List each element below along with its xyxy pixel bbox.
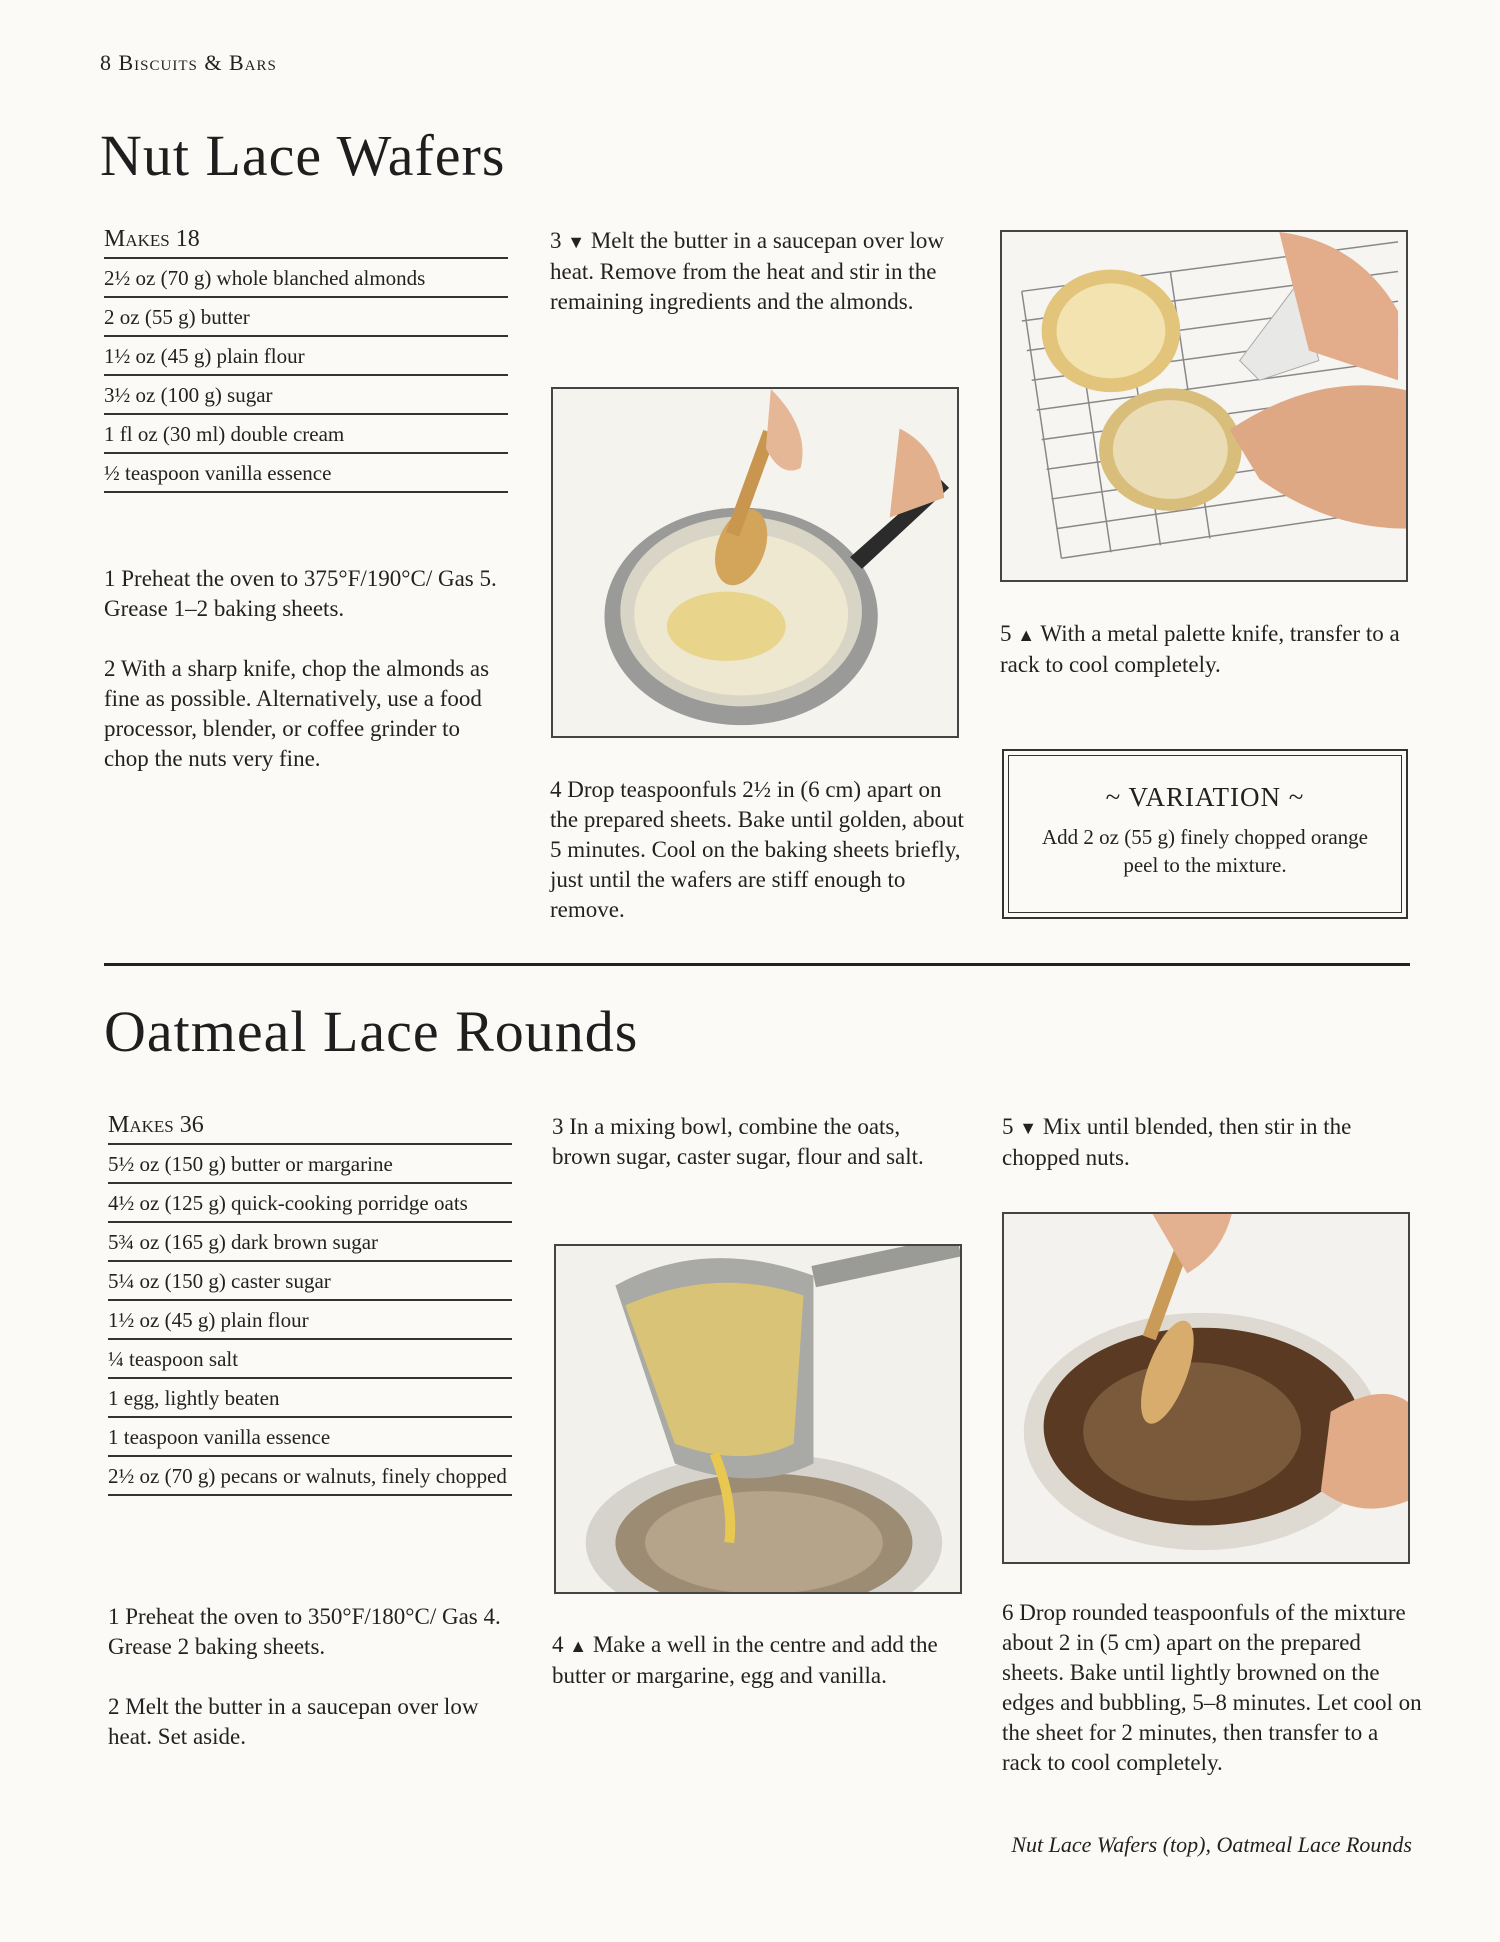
ingredient-item: 5¾ oz (165 g) dark brown sugar (108, 1223, 512, 1262)
variation-title: ~ VARIATION ~ (1105, 782, 1305, 812)
photo-saucepan-mixture (551, 387, 959, 738)
oat-step-4 (552, 1630, 972, 1691)
step-text: Mix until blended, then stir in the chopped nuts. (1002, 1114, 1352, 1170)
step-number: 5 (1000, 621, 1012, 646)
ingredient-item: 3½ oz (100 g) sugar (104, 376, 508, 415)
ingredient-list (104, 259, 508, 493)
ingredient-item: 1 fl oz (30 ml) double cream (104, 415, 508, 454)
ingredient-item: 1½ oz (45 g) plain flour (108, 1301, 512, 1340)
arrow-down-icon: ▼ (567, 232, 586, 252)
variation-box (1002, 749, 1408, 919)
oat-step-1: 1 Preheat the oven to 350°F/180°C/ Gas 4. Grease 2 baking sheets. (108, 1604, 501, 1659)
nut-step-3 (550, 226, 960, 317)
nut-step-5 (1000, 619, 1410, 680)
ingredients-nut (104, 226, 508, 493)
variation-inner (1008, 755, 1402, 913)
ingredient-item: 5½ oz (150 g) butter or margarine (108, 1145, 512, 1184)
arrow-up-icon: ▲ (569, 1636, 588, 1656)
ingredient-item: 1½ oz (45 g) plain flour (104, 337, 508, 376)
ingredient-item: 1 teaspoon vanilla essence (108, 1418, 512, 1457)
makes-yield: Makes 18 (104, 226, 508, 259)
photo-caption: Nut Lace Wafers (top), Oatmeal Lace Rounds (1011, 1832, 1412, 1857)
ingredient-item: ¼ teaspoon salt (108, 1340, 512, 1379)
recipe-title-oatmeal-lace-rounds: Oatmeal Lace Rounds (104, 999, 639, 1064)
step-text: Melt the butter in a saucepan over low heat. Remove from the heat and stir in the remaining ingredients and the almonds. (550, 228, 945, 314)
photo-mixing-bowl (1002, 1212, 1410, 1564)
step-text: With a metal palette knife, transfer to a rack to cool completely. (1000, 621, 1400, 677)
nut-step-4: 4 Drop teaspoonfuls 2½ in (6 cm) apart on the prepared sheets. Bake until golden, about 5 minutes. Cool on the baking sheets briefly, just until the wafers are stiff enough to remove. (550, 777, 964, 922)
oat-step-6: 6 Drop rounded teaspoonfuls of the mixture about 2 in (5 cm) apart on the prepared sheets. Bake until lightly browned on the edges and bubbling, 5–8 minutes. Let cool on the sheet for 2 minutes, then transfer to a rack to cool completely. (1002, 1600, 1422, 1775)
ingredient-item: 5¼ oz (150 g) caster sugar (108, 1262, 512, 1301)
nut-step-1: 1 Preheat the oven to 375°F/190°C/ Gas 5. Grease 1–2 baking sheets. (104, 566, 497, 621)
running-head: 8 Biscuits & Bars (100, 50, 277, 75)
ingredient-item: 2½ oz (70 g) pecans or walnuts, finely chopped (108, 1457, 512, 1496)
ingredients-oat (108, 1112, 512, 1496)
step-number: 3 (550, 228, 562, 253)
ingredient-item: 4½ oz (125 g) quick-cooking porridge oats (108, 1184, 512, 1223)
ingredient-item: ½ teaspoon vanilla essence (104, 454, 508, 493)
oat-step-5 (1002, 1112, 1412, 1173)
variation-text: Add 2 oz (55 g) finely chopped orange peel to the mixture. (1042, 825, 1368, 877)
step-number: 5 (1002, 1114, 1014, 1139)
oat-step-2: 2 Melt the butter in a saucepan over low heat. Set aside. (108, 1694, 479, 1749)
photo-pouring-butter (554, 1244, 962, 1594)
step-text: Make a well in the centre and add the butter or margarine, egg and vanilla. (552, 1632, 938, 1688)
nut-step-2: 2 With a sharp knife, chop the almonds as fine as possible. Alternatively, use a food processor, blender, or coffee grinder to chop the nuts very fine. (104, 656, 490, 771)
ingredient-list (108, 1145, 512, 1496)
arrow-down-icon: ▼ (1019, 1118, 1038, 1138)
ingredient-item: 2½ oz (70 g) whole blanched almonds (104, 259, 508, 298)
step-number: 4 (552, 1632, 564, 1657)
photo-wafers-on-rack (1000, 230, 1408, 582)
makes-yield: Makes 36 (108, 1112, 512, 1145)
oat-step-3: 3 In a mixing bowl, combine the oats, brown sugar, caster sugar, flour and salt. (552, 1114, 924, 1169)
section-divider (104, 963, 1410, 966)
arrow-up-icon: ▲ (1017, 625, 1036, 645)
ingredient-item: 2 oz (55 g) butter (104, 298, 508, 337)
recipe-title-nut-lace-wafers: Nut Lace Wafers (100, 123, 506, 188)
ingredient-item: 1 egg, lightly beaten (108, 1379, 512, 1418)
